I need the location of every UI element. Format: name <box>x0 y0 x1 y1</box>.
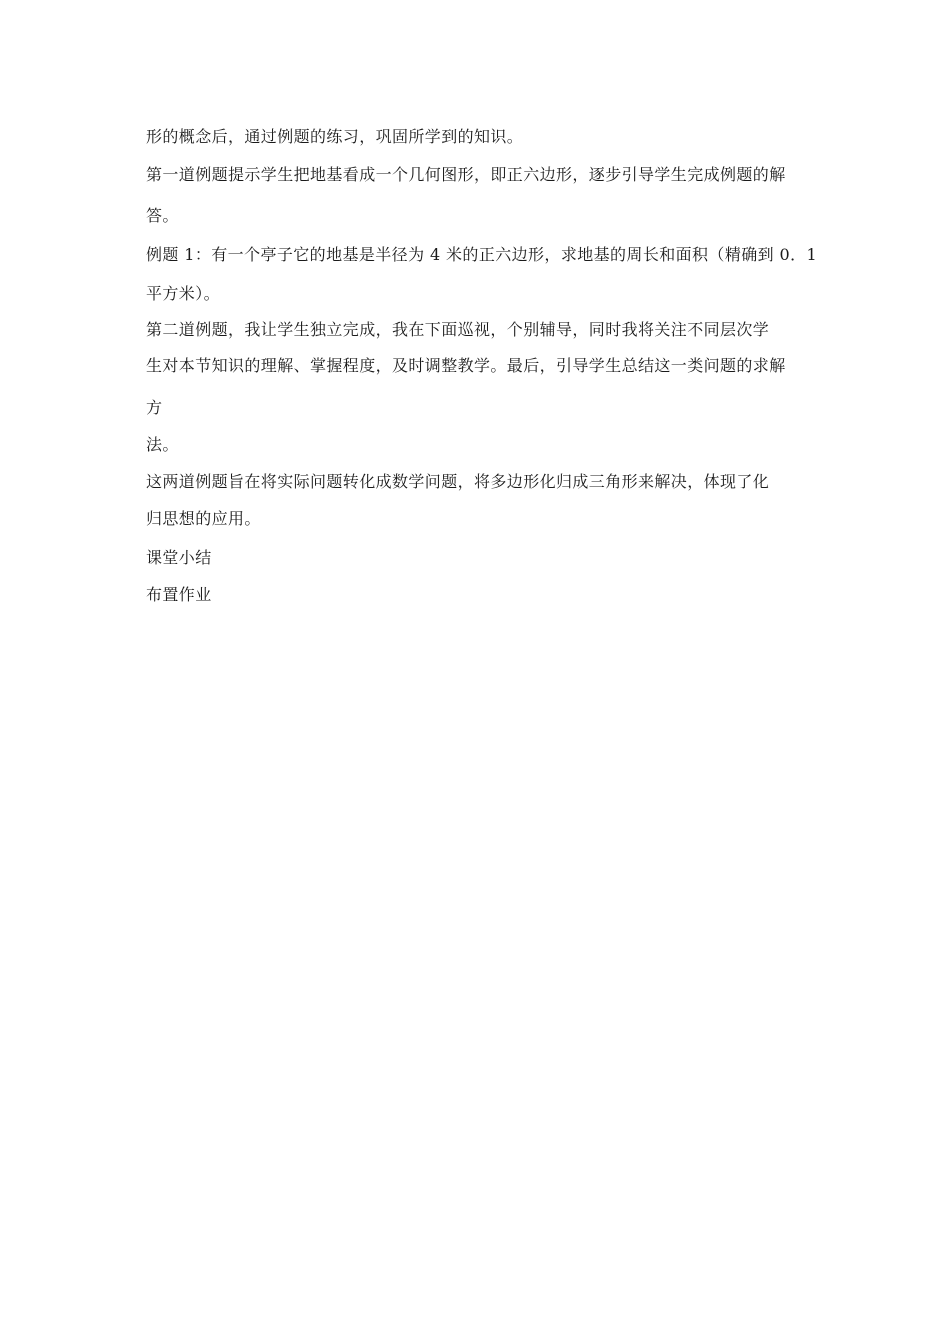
paragraph-line: 方 <box>146 398 163 417</box>
paragraph-line: 答。 <box>146 206 179 225</box>
section-heading: 布置作业 <box>146 585 212 604</box>
paragraph-line: 第一道例题提示学生把地基看成一个几何图形，即正六边形，逐步引导学生完成例题的解 <box>146 165 786 184</box>
section-heading: 课堂小结 <box>146 548 212 567</box>
paragraph-line: 生对本节知识的理解、掌握程度，及时调整教学。最后，引导学生总结这一类问题的求解 <box>146 356 786 375</box>
paragraph-line: 形的概念后，通过例题的练习，巩固所学到的知识。 <box>146 127 524 146</box>
paragraph-line: 归思想的应用。 <box>146 509 261 528</box>
paragraph-line: 第二道例题，我让学生独立完成，我在下面巡视，个别辅导，同时我将关注不同层次学 <box>146 320 770 339</box>
paragraph-line: 法。 <box>146 435 179 454</box>
paragraph-line: 例题 1：有一个亭子它的地基是半径为 4 米的正六边形，求地基的周长和面积（精确到 0．1 <box>146 245 818 264</box>
paragraph-line: 这两道例题旨在将实际问题转化成数学问题，将多边形化归成三角形来解决，体现了化 <box>146 472 770 491</box>
paragraph-line: 平方米）。 <box>146 284 221 303</box>
